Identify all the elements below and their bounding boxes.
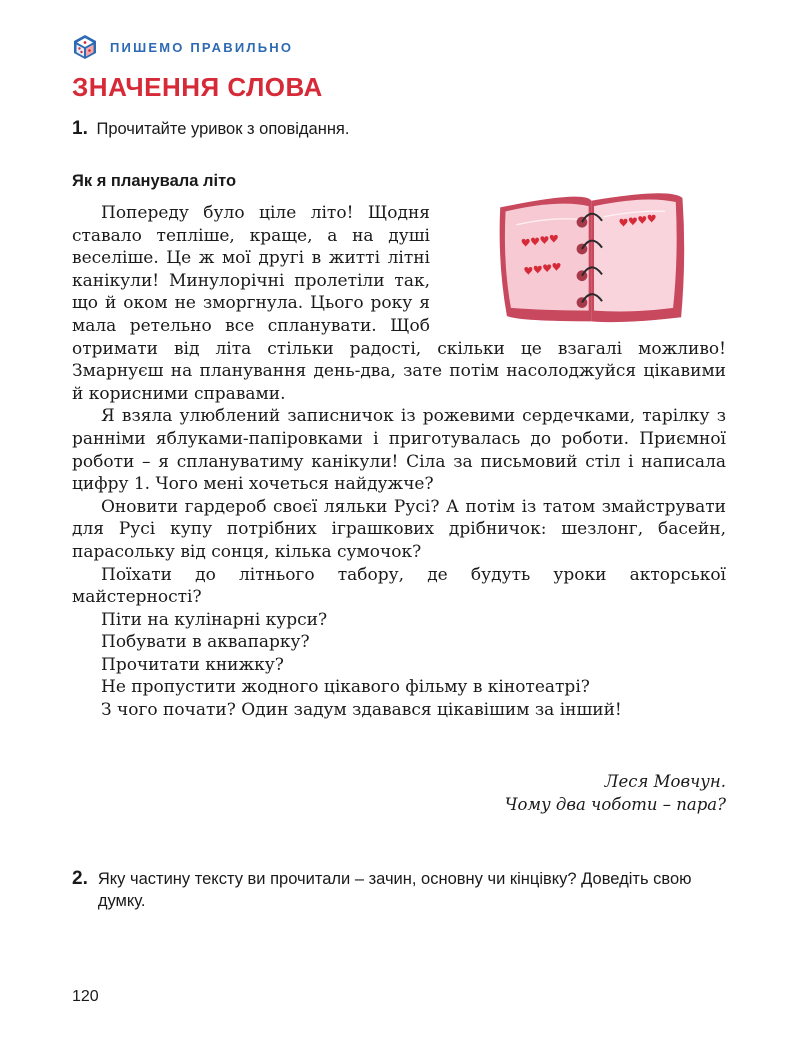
story-paragraph: Піти на кулінарні курси? <box>101 609 328 630</box>
task-1 <box>72 118 349 140</box>
story-paragraph: Поїхати до літнього табору, де будуть уроки акторської майстерності? <box>72 564 726 608</box>
attribution <box>505 770 726 816</box>
dice-icon <box>72 34 98 60</box>
story-paragraph: Попереду було ціле літо! Щодня ставало тепліше, краще, а на душі веселіше. Це ж мої другі в житті літні канікули! Минулорічні пролетіли так, що й оком не зморгнула. Цього року я мала ретельно все спланувати. Щоб отримати від літа стільки радості, скільки це взагалі можливо! Змарнуєш на планування день-два, зате потім насолоджуйся цікавими й корисними справами. <box>72 203 726 404</box>
task-2-text: Яку частину тексту ви прочитали – зачин, основну чи кінцівку? Доведіть свою думку. <box>97 870 692 910</box>
story-paragraph: Я взяла улюблений записничок із рожевими сердечками, тарілку з ранніми яблуками-папіровками і приготувалась до роботи. Приємної роботи – я сплануватиму канікули! Сіла за письмовий стіл і написала цифру 1. Чого мені хочеться найдужче? <box>72 406 726 495</box>
task-2 <box>72 868 732 912</box>
section-header <box>72 34 293 60</box>
attribution-work: Чому два чоботи – пара? <box>504 795 726 814</box>
story-paragraph: Оновити гардероб своєї ляльки Русі? А потім із татом змайструвати для Русі купу потрібних іграшкових дрібничок: шезлонг, басейн, парасольку від сонця, кілька сумочок? <box>72 496 726 562</box>
attribution-author: Леся Мовчун. <box>604 772 726 791</box>
section-label: ПИШЕМО ПРАВИЛЬНО <box>110 39 294 55</box>
story-paragraph: З чого почати? Один задум здавався цікавішим за інший! <box>101 700 622 721</box>
notebook-hearts-icon <box>442 190 738 324</box>
story-paragraph: Прочитати книжку? <box>101 654 284 675</box>
page-number: 120 <box>72 988 99 1005</box>
story-text <box>72 202 726 722</box>
story-paragraph: Побувати в аквапарку? <box>101 632 310 653</box>
page-title: ЗНАЧЕННЯ СЛОВА <box>72 72 323 102</box>
task-1-number: 1. <box>72 118 88 139</box>
task-2-number: 2. <box>72 868 88 889</box>
task-1-text: Прочитайте уривок з оповідання. <box>96 120 350 138</box>
story-title: Як я планувала літо <box>72 172 237 190</box>
story-paragraph: Не пропустити жодного цікавого фільму в кінотеатрі? <box>101 677 590 698</box>
